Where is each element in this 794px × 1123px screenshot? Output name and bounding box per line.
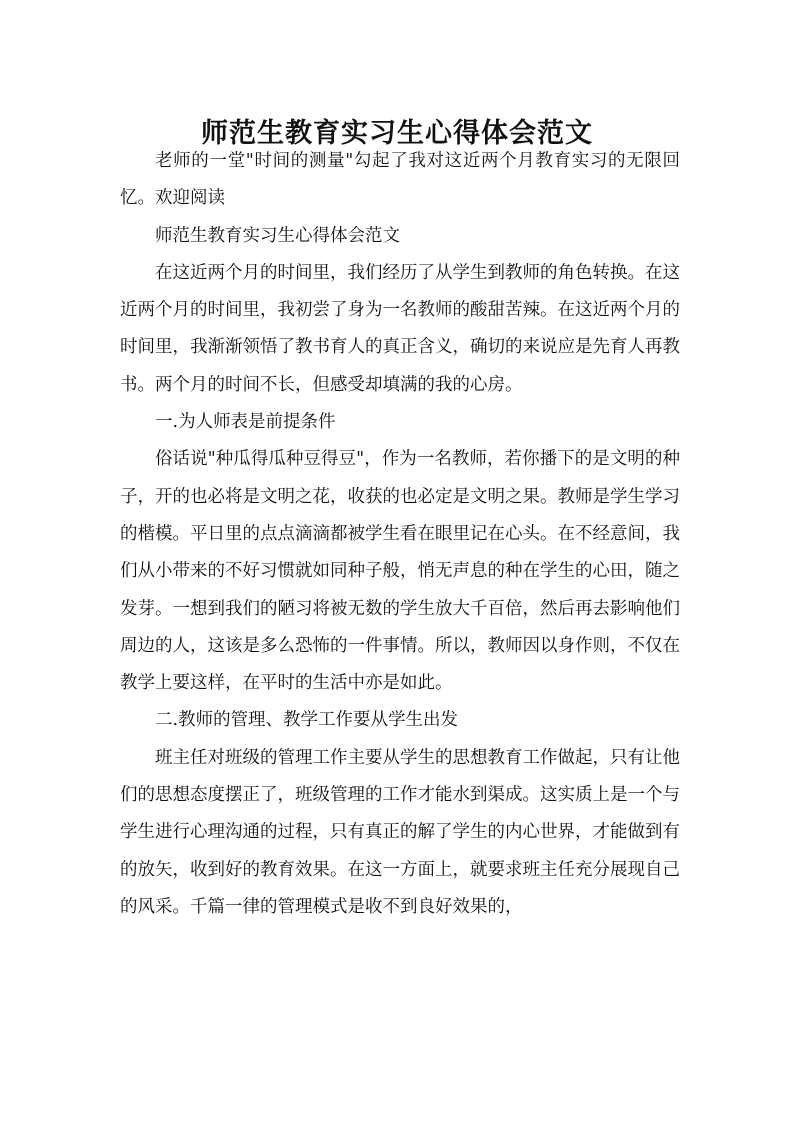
- document-title: 师范生教育实习生心得体会范文: [201, 118, 593, 150]
- subtitle-paragraph: 师范生教育实习生心得体会范文: [155, 225, 400, 246]
- document-body: [120, 143, 680, 926]
- body-paragraph: 班主任对班级的管理工作主要从学生的思想教育工作做起，只有让他们的思想态度摆正了，班级管理的工作才能水到渠成。这实质上是一个与学生进行心理沟通的过程，只有真正的解了学生的内心世界，才能做到有的放矢，收到好的教育效果。在这一方面上，就要求班主任充分展现自己的风采。千篇一律的管理模式是收不到良好效果的，: [120, 747, 680, 917]
- section-heading: 一.为人师表是前提条件: [155, 412, 336, 433]
- body-paragraph: 在这近两个月的时间里，我们经历了从学生到教师的角色转换。在这近两个月的时间里，我初尝了身为一名教师的酸甜苦辣。在这近两个月的时间里，我渐渐领悟了教书育人的真正含义，确切的来说应是先育人再教书。两个月的时间不长，但感受却填满的我的心房。: [120, 262, 680, 395]
- section-heading: 二.教师的管理、教学工作要从学生出发: [155, 710, 459, 731]
- intro-paragraph: 老师的一堂"时间的测量"勾起了我对这近两个月教育实习的无限回忆。欢迎阅读: [120, 151, 680, 209]
- body-paragraph: 俗话说"种瓜得瓜种豆得豆"，作为一名教师，若你播下的是文明的种子，开的也必将是文明之花，收获的也必定是文明之果。教师是学生学习的楷模。平日里的点点滴滴都被学生看在眼里记在心头。在不经意间，我们从小带来的不好习惯就如同种子般，悄无声息的种在学生的心田，随之发芽。一想到我们的陋习将被无数的学生放大千百倍，然后再去影响他们周边的人，这该是多么恐怖的一件事情。所以，教师因以身作则，不仅在教学上要这样，在平时的生活中亦是如此。: [120, 449, 680, 694]
